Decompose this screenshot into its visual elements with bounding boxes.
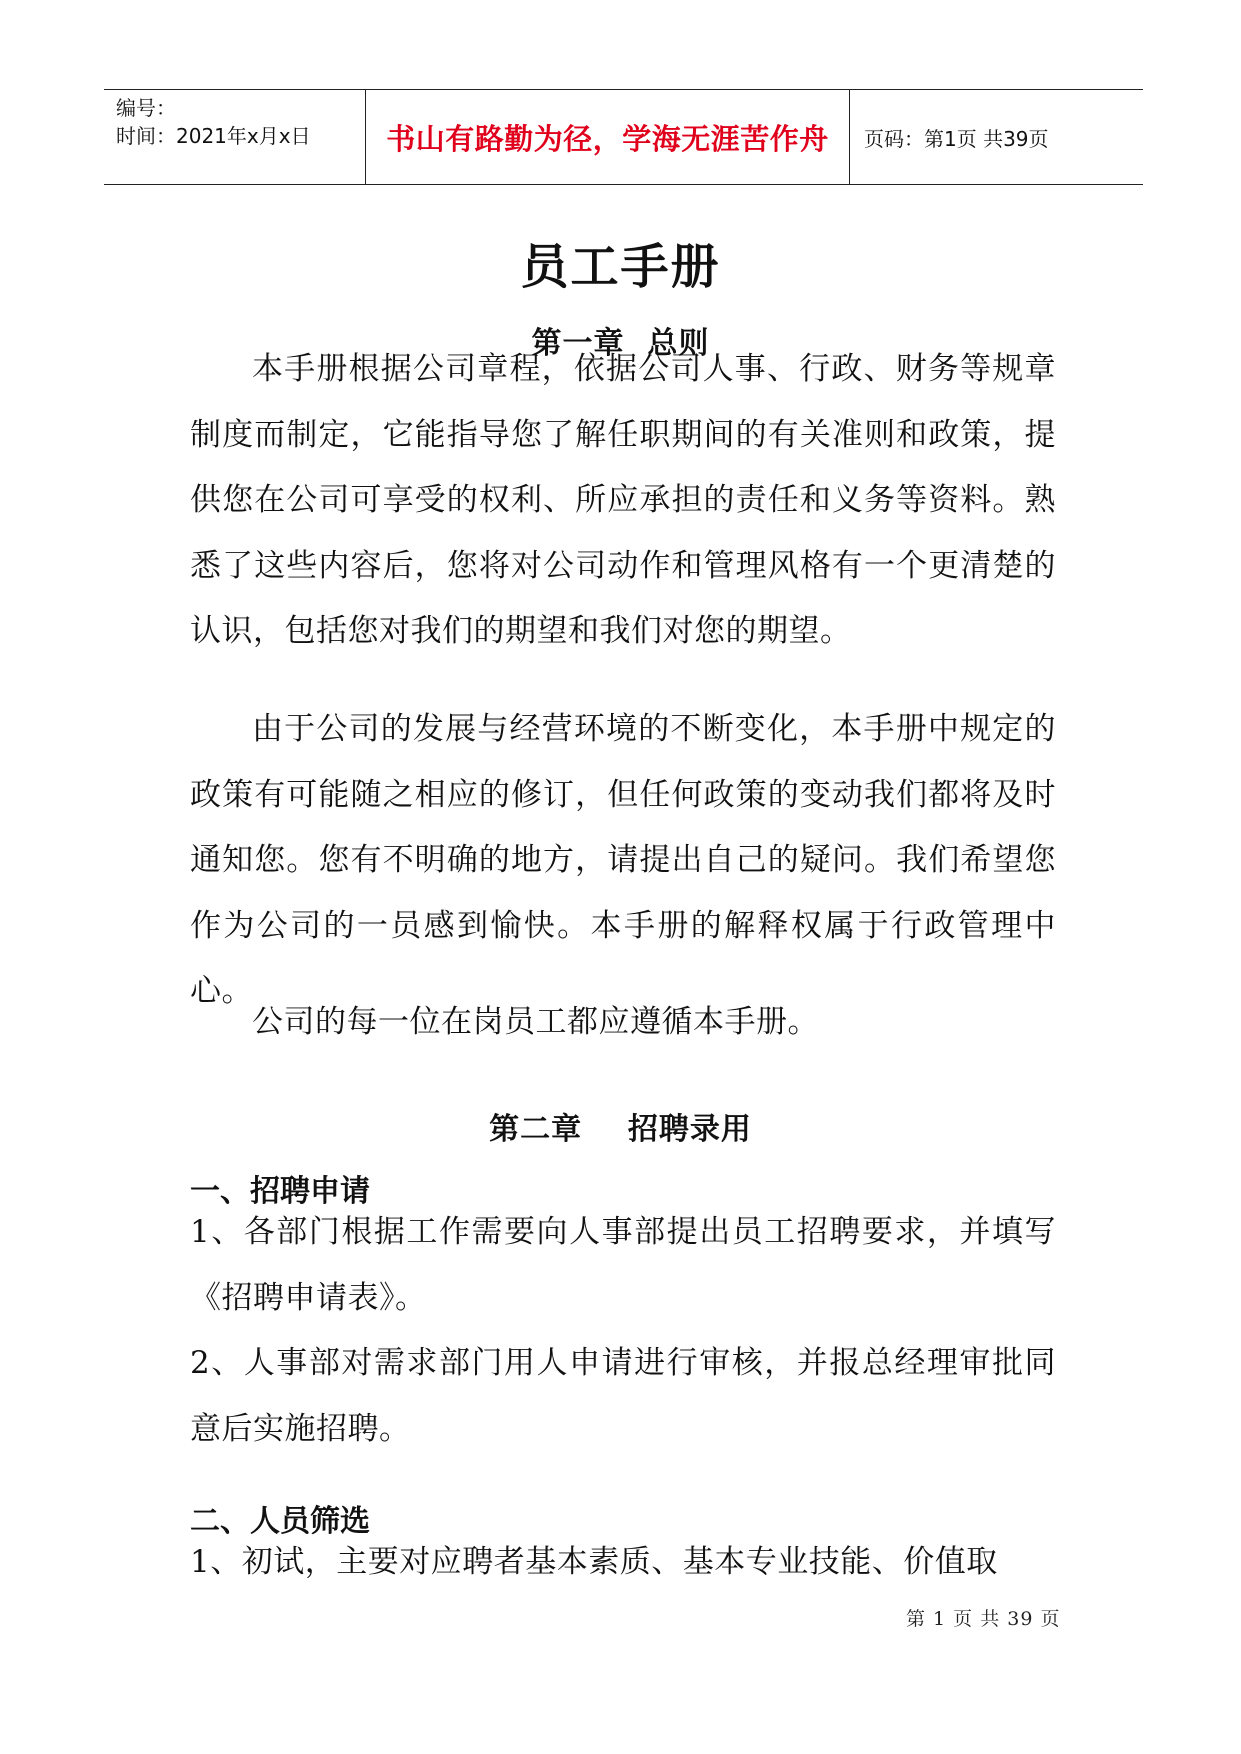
paragraph-2: 由于公司的发展与经营环境的不断变化，本手册中规定的政策有可能随之相应的修订，但任何政策的变动我们都将及时通知您。您有不明确的地方，请提出自己的疑问。我们希望您作为公司的一员感到愉快。本手册的解释权属于行政管理中心。: [190, 711, 1056, 1009]
section-heading-1: 一、招聘申请: [190, 1174, 370, 1209]
header-motto: 书山有路勤为径，学海无涯苦作舟: [366, 90, 850, 184]
list-item: 1、初试，主要对应聘者基本素质、基本专业技能、价值取: [190, 1544, 998, 1580]
section-heading-2: 二、人员筛选: [190, 1504, 370, 1539]
header-meta: [104, 90, 366, 184]
page-footer: 第 1 页 共 39 页: [906, 1608, 1061, 1630]
chapter-heading-2: 第二章 招聘录用: [489, 1112, 752, 1147]
paragraph-3: 公司的每一位在岗员工都应遵循本手册。: [252, 1004, 819, 1040]
number-label: 编号：: [116, 96, 176, 120]
document-header: [104, 89, 1143, 185]
paragraph-1: 本手册根据公司章程，依据公司人事、行政、财务等规章制度而制定，它能指导您了解任职期间的有关准则和政策，提供您在公司可享受的权利、所应承担的责任和义务等资料。熟悉了这些内容后，您将对公司动作和管理风格有一个更清楚的认识，包括您对我们的期望和我们对您的期望。: [190, 351, 1056, 649]
header-page-label: 页码：第1页 共39页: [864, 126, 1049, 151]
chapter-heading-1: 第一章 总则: [531, 326, 710, 361]
list-item: 2、人事部对需求部门用人申请进行审核，并报总经理审批同意后实施招聘。: [190, 1345, 1056, 1447]
list-item: 1、各部门根据工作需要向人事部提出员工招聘要求，并填写《招聘申请表》。: [190, 1214, 1056, 1316]
time-label: 时间：2021年x月x日: [116, 124, 311, 148]
document-title: 员工手册: [520, 239, 721, 295]
